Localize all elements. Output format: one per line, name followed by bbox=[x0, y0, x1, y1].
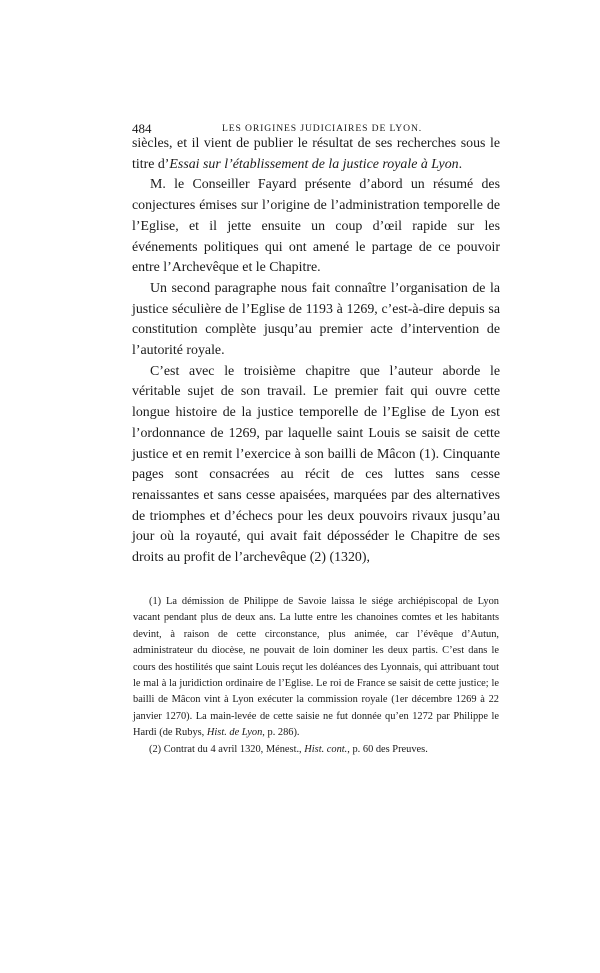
book-title: Essai sur l’établissement de la justice royale à Lyon bbox=[169, 156, 459, 172]
footnote-1-end: , p. 286). bbox=[262, 727, 300, 739]
footnote-2 bbox=[133, 742, 499, 758]
paragraph-2: M. le Conseiller Fayard présente d’abord un résumé des conjectures émises sur l’origine de l’administration temporelle de l’Eglise, et il jette ensuite un coup d’œil rapide sur les événements politiques qui ont amené le partage de ce pouvoir entre l’Archevêque et le Chapitre. bbox=[132, 177, 500, 276]
main-text bbox=[132, 134, 500, 569]
paragraph-1-text: siècles, et il vient de publier le résultat de ses recherches sous le titre d’ bbox=[132, 136, 500, 172]
paragraph-4: C’est avec le troisième chapitre que l’auteur aborde le véritable sujet de son travail. Le premier fait qui ouvre cette longue histoire de la justice temporelle de l’Eglise de Lyon est l’ordonnance de 1269, par laquelle saint Louis se saisit de cette justice et en remit l’exercice à son bailli de Mâcon (1). Cinquante pages sont consacrées au récit de ces luttes sans cesse renaissantes et sans cesse apaisées, marquées par des alternatives de triomphes et d’échecs pour les deux pouvoirs rivaux jusqu’au jour où la royauté, qui avait fait déposséder le Chapitre de ses droits au profit de l’archevêque (2) (1320), bbox=[132, 363, 500, 566]
paragraph-3: Un second paragraphe nous fait connaître l’organisation de la justice séculière de l’Eglise de 1193 à 1269, c’est-à-dire depuis sa constitution complète jusqu’au premier acte d’intervention de l’autorité royale. bbox=[132, 280, 500, 359]
footnote-2-end: , p. 60 des Preuves. bbox=[347, 743, 428, 755]
running-title: LES ORIGINES JUDICIAIRES DE LYON. bbox=[222, 123, 423, 134]
footnote-2-text: (2) Contrat du 4 avril 1320, Ménest., bbox=[149, 743, 305, 755]
page-number: 484 bbox=[132, 121, 152, 136]
paragraph-1 bbox=[132, 134, 500, 175]
footnote-1-italic: Hist. de Lyon bbox=[206, 727, 263, 739]
footnote-1-text: (1) La démission de Philippe de Savoie laissa le siége archiépiscopal de Lyon vacant pendant plus de deux ans. La lutte entre les chanoines comtes et les habitants devint, à raison de cette circonstance, plus animée, car l’évêque d’Autun, administrateur du diocèse, ne pouvait de loin dominer les deux partis. C’est dans le cours des hostilités que saint Louis reçut les doléances des Lyonnais, qui attribuant tout le mal à la juridiction ordinaire de l’Eglise. Le roi de France se saisit de cette justice; le bailli de Mâcon vint à Lyon exécuter la commission royale (1er décembre 1269 à 22 janvier 1270). La main-levée de cette saisie ne fut donnée qu’en 1272 par Philippe le Hardi (de Rubys, bbox=[133, 596, 499, 739]
footnotes bbox=[133, 594, 499, 758]
paragraph-1-end: . bbox=[458, 156, 463, 172]
footnote-2-italic: Hist. cont. bbox=[304, 743, 348, 755]
footnote-1 bbox=[133, 594, 499, 742]
